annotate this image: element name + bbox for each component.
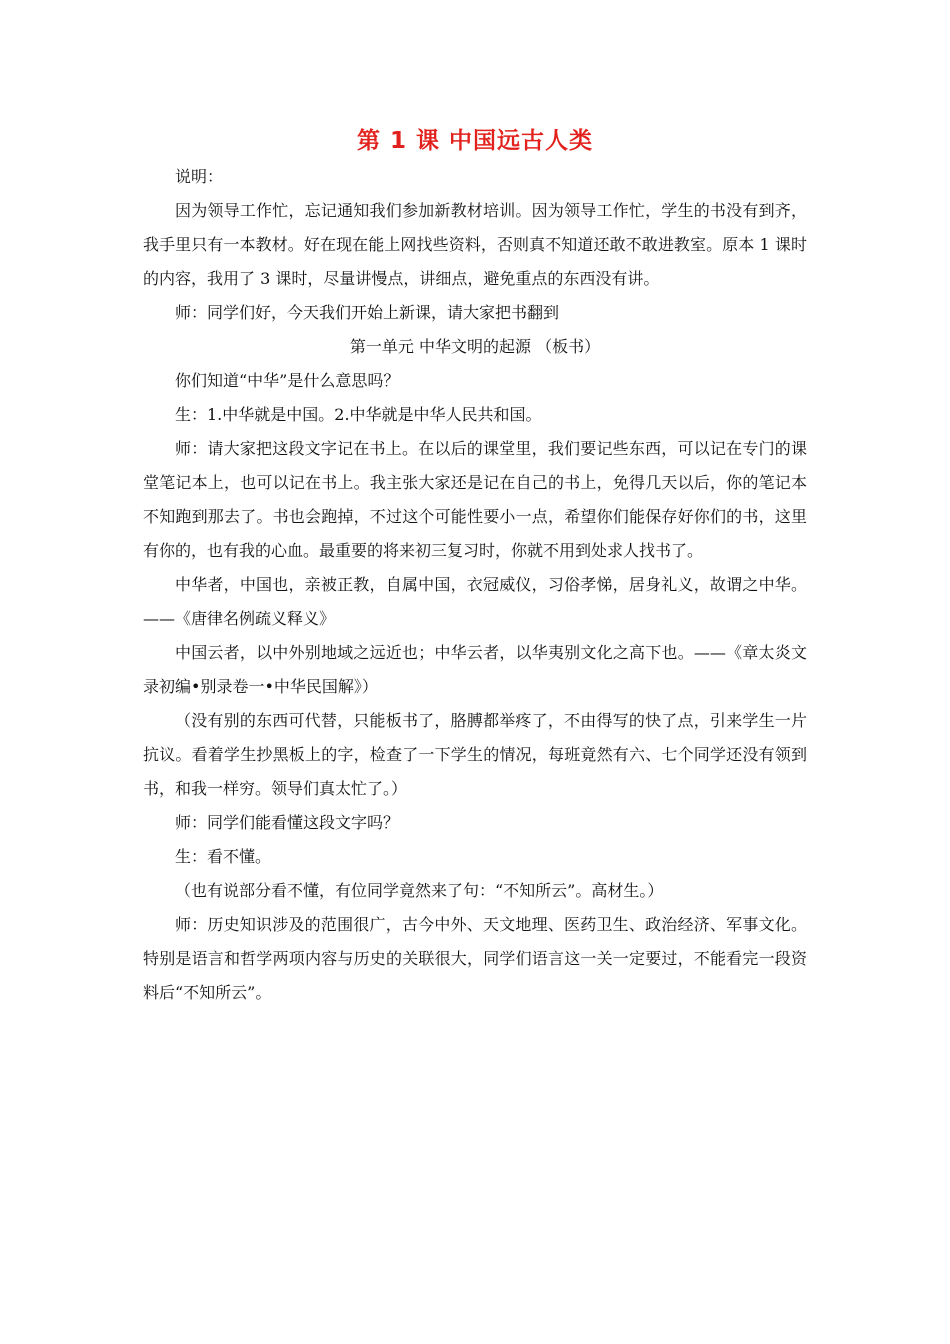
student-line: 生：1.中华就是中国。2.中华就是中华人民共和国。 [175,405,542,424]
note-paragraph: 因为领导工作忙，忘记通知我们参加新教材培训。因为领导工作忙，学生的书没有到齐，我手里只有一本教材。好在现在能上网找些资料，否则真不知道还敢不敢进教室。原本 1 课时的内容，我用了 3 课时，尽量讲慢点，讲细点，避免重点的东西没有讲。 [143,201,807,288]
aside-paragraph: （也有说部分看不懂，有位同学竟然来了句：“不知所云”。高材生。） [175,881,664,900]
student-line: 生：看不懂。 [175,847,272,866]
lesson-body [143,160,807,1010]
quote-paragraph: 中国云者，以中外别地域之远近也；中华云者，以华夷别文化之高下也。——《章太炎文录初编•别录卷一•中华民国解》） [143,643,807,696]
lesson-title: 第 1 课 中国远古人类 [356,128,594,154]
aside-paragraph: （没有别的东西可代替，只能板书了，胳膊都举疼了，不由得写的快了点，引来学生一片抗议。看着学生抄黑板上的字，检查了一下学生的情况，每班竟然有六、七个同学还没有领到书，和我一样穷。领导们真太忙了。） [143,711,807,798]
teacher-line: 师：同学们能看懂这段文字吗？ [175,813,400,832]
unit-heading: 第一单元 中华文明的起源 （板书） [349,337,601,356]
teacher-paragraph: 师：历史知识涉及的范围很广，古今中外、天文地理、医药卫生、政治经济、军事文化。特别是语言和哲学两项内容与历史的关联很大，同学们语言这一关一定要过，不能看完一段资料后“不知所云”。 [143,915,807,1002]
teacher-paragraph: 师：请大家把这段文字记在书上。在以后的课堂里，我们要记些东西，可以记在专门的课堂笔记本上，也可以记在书上。我主张大家还是记在自己的书上，免得几天以后，你的笔记本不知跑到那去了。书也会跑掉，不过这个可能性要小一点，希望你们能保存好你们的书，这里有你的，也有我的心血。最重要的将来初三复习时，你就不用到处求人找书了。 [143,439,807,560]
quote-paragraph: 中华者，中国也，亲被正教，自属中国，衣冠威仪，习俗孝悌，居身礼义，故谓之中华。——《唐律名例疏义释义》 [143,575,807,628]
question-line: 你们知道“中华”是什么意思吗？ [175,371,400,390]
teacher-line: 师：同学们好，今天我们开始上新课，请大家把书翻到 [175,303,560,322]
note-heading: 说明： [175,167,224,186]
